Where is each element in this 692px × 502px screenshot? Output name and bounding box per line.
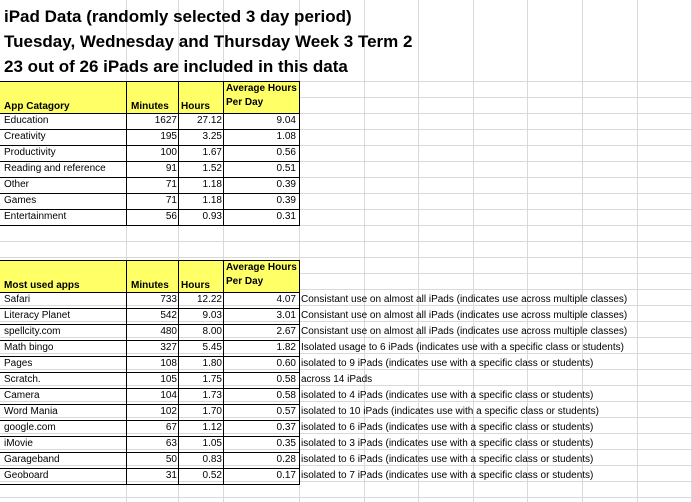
table-border-vertical [178, 81, 179, 225]
usage-note-cell: Consistant use on almost all iPads (indicates use across multiple classes) [301, 326, 628, 337]
average-hours-cell: 1.08 [276, 131, 296, 142]
hours-cell: 5.45 [202, 342, 222, 353]
usage-note-cell: Consistant use on almost all iPads (indicates use across multiple classes) [301, 310, 628, 321]
apps-table-header [0, 260, 299, 292]
table-border-horizontal [0, 452, 300, 453]
usage-note-cell: isolated to 6 iPads (indicates use with a specific class or students) [301, 422, 594, 433]
app-name-cell: google.com [4, 422, 56, 433]
minutes-cell: 195 [160, 131, 177, 142]
hours-cell: 9.03 [202, 310, 222, 321]
average-hours-cell: 0.39 [276, 179, 296, 190]
minutes-cell: 480 [160, 326, 177, 337]
hours-cell: 0.93 [202, 211, 222, 222]
table-row [0, 324, 692, 340]
heading-title: iPad Data (randomly selected 3 day period) [4, 7, 352, 26]
average-hours-cell: 0.35 [276, 438, 296, 449]
usage-note-cell: Isolated usage to 6 iPads (indicates use with a specific class or students) [301, 342, 624, 353]
usage-note-cell: isolated to 4 iPads (indicates use with a specific class or students) [301, 390, 594, 401]
minutes-cell: 1627 [154, 115, 177, 126]
table-border-horizontal [0, 225, 300, 226]
usage-note-cell: across 14 iPads [301, 374, 373, 385]
minutes-cell: 105 [160, 374, 177, 385]
average-hours-cell: 0.56 [276, 147, 296, 158]
minutes-cell: 50 [165, 454, 177, 465]
table-border-horizontal [0, 292, 300, 293]
hours-cell: 1.18 [202, 179, 222, 190]
usage-note-cell: isolated to 6 iPads (indicates use with a specific class or students) [301, 454, 594, 465]
table-border-horizontal [0, 436, 300, 437]
average-hours-cell: 0.58 [276, 390, 296, 401]
average-hours-cell: 0.57 [276, 406, 296, 417]
table-border-horizontal [0, 484, 300, 485]
minutes-cell: 104 [160, 390, 177, 401]
table-border-horizontal [0, 81, 300, 82]
table-row [0, 452, 692, 468]
minutes-cell: 71 [165, 179, 177, 190]
minutes-cell: 100 [160, 147, 177, 158]
app-name-cell: Literacy Planet [4, 310, 71, 321]
grid-row-line [0, 257, 692, 258]
app-name-cell: Camera [4, 390, 40, 401]
hours-cell: 27.12 [196, 115, 222, 126]
table-border-horizontal [0, 113, 300, 114]
minutes-cell: 31 [165, 470, 177, 481]
table-row [0, 356, 692, 372]
table-border-horizontal [0, 356, 300, 357]
minutes-cell: 542 [160, 310, 177, 321]
table-border-horizontal [0, 193, 300, 194]
app-name-cell: iMovie [4, 438, 33, 449]
table-border-horizontal [0, 129, 300, 130]
table-row [0, 404, 692, 420]
average-hours-cell: 1.82 [276, 342, 296, 353]
hours-cell: 1.12 [202, 422, 222, 433]
app-name-cell: spellcity.com [4, 326, 61, 337]
minutes-cell: 71 [165, 195, 177, 206]
hours-cell: 1.18 [202, 195, 222, 206]
app-name-cell: Geoboard [4, 470, 49, 481]
average-hours-cell: 0.28 [276, 454, 296, 465]
header-per-day: Per Day [226, 97, 264, 108]
header-most-used-apps: Most used apps [4, 280, 80, 291]
usage-note-cell: Consistant use on almost all iPads (indicates use across multiple classes) [301, 294, 628, 305]
hours-cell: 1.70 [202, 406, 222, 417]
table-row [0, 436, 692, 452]
table-row [0, 308, 692, 324]
average-hours-cell: 3.01 [276, 310, 296, 321]
app-name-cell: Pages [4, 358, 33, 369]
hours-cell: 1.67 [202, 147, 222, 158]
average-hours-cell: 0.58 [276, 374, 296, 385]
header-hours: Hours [181, 101, 210, 112]
minutes-cell: 108 [160, 358, 177, 369]
table-border-vertical [299, 81, 300, 225]
app-name-cell: Creativity [4, 131, 46, 142]
table-border-horizontal [0, 145, 300, 146]
app-name-cell: Reading and reference [4, 163, 106, 174]
table-border-horizontal [0, 209, 300, 210]
table-border-horizontal [0, 324, 300, 325]
hours-cell: 1.52 [202, 163, 222, 174]
average-hours-cell: 0.31 [276, 211, 296, 222]
table-border-horizontal [0, 161, 300, 162]
hours-cell: 1.05 [202, 438, 222, 449]
table-row [0, 468, 692, 484]
minutes-cell: 733 [160, 294, 177, 305]
app-name-cell: Garageband [4, 454, 60, 465]
usage-note-cell: isolated to 7 iPads (indicates use with a specific class or students) [301, 470, 594, 481]
app-name-cell: Safari [4, 294, 31, 305]
table-row [0, 292, 692, 308]
table-border-horizontal [0, 468, 300, 469]
heading-days: Tuesday, Wednesday and Thursday Week 3 Term 2 [4, 32, 413, 51]
header-app-category: App Catagory [4, 101, 70, 112]
header-minutes: Minutes [131, 280, 169, 291]
table-row [0, 113, 300, 129]
table-row [0, 340, 692, 356]
usage-note-cell: isolated to 9 iPads (indicates use with a specific class or students) [301, 358, 594, 369]
app-name-cell: Education [4, 115, 49, 126]
app-name-cell: Productivity [4, 147, 56, 158]
average-hours-cell: 0.37 [276, 422, 296, 433]
table-row [0, 388, 692, 404]
hours-cell: 0.52 [202, 470, 222, 481]
category-table-header [0, 81, 299, 113]
table-row [0, 129, 300, 145]
table-border-horizontal [0, 340, 300, 341]
usage-note-cell: isolated to 10 iPads (indicates use with a specific class or students) [301, 406, 599, 417]
table-border-horizontal [0, 420, 300, 421]
minutes-cell: 63 [165, 438, 177, 449]
usage-note-cell: isolated to 3 iPads (indicates use with a specific class or students) [301, 438, 594, 449]
table-row [0, 161, 300, 177]
heading-ipads-included: 23 out of 26 iPads are included in this data [4, 57, 348, 76]
hours-cell: 12.22 [196, 294, 222, 305]
header-per-day: Per Day [226, 276, 264, 287]
average-hours-cell: 0.39 [276, 195, 296, 206]
table-row [0, 209, 300, 225]
table-border-horizontal [0, 260, 300, 261]
average-hours-cell: 2.67 [276, 326, 296, 337]
average-hours-cell: 0.60 [276, 358, 296, 369]
table-row [0, 420, 692, 436]
hours-cell: 1.75 [202, 374, 222, 385]
app-name-cell: Entertainment [4, 211, 67, 222]
grid-row-line [0, 497, 692, 498]
table-border-horizontal [0, 404, 300, 405]
average-hours-cell: 0.17 [276, 470, 296, 481]
table-border-vertical [126, 81, 127, 225]
minutes-cell: 67 [165, 422, 177, 433]
table-border-horizontal [0, 388, 300, 389]
table-border-horizontal [0, 372, 300, 373]
table-border-vertical [223, 81, 224, 225]
table-border-horizontal [0, 308, 300, 309]
app-name-cell: Other [4, 179, 30, 190]
minutes-cell: 91 [165, 163, 177, 174]
table-row [0, 372, 692, 388]
table-row [0, 177, 300, 193]
header-minutes: Minutes [131, 101, 169, 112]
table-row [0, 145, 300, 161]
average-hours-cell: 4.07 [276, 294, 296, 305]
app-name-cell: Scratch. [4, 374, 41, 385]
hours-cell: 1.80 [202, 358, 222, 369]
minutes-cell: 327 [160, 342, 177, 353]
hours-cell: 1.73 [202, 390, 222, 401]
table-row [0, 193, 300, 209]
app-name-cell: Word Mania [4, 406, 58, 417]
minutes-cell: 102 [160, 406, 177, 417]
hours-cell: 0.83 [202, 454, 222, 465]
table-border-horizontal [0, 177, 300, 178]
minutes-cell: 56 [165, 211, 177, 222]
app-name-cell: Math bingo [4, 342, 54, 353]
hours-cell: 8.00 [202, 326, 222, 337]
hours-cell: 3.25 [202, 131, 222, 142]
app-name-cell: Games [4, 195, 37, 206]
average-hours-cell: 9.04 [276, 115, 296, 126]
header-average-hours: Average Hours [226, 262, 297, 273]
average-hours-cell: 0.51 [276, 163, 296, 174]
header-average-hours: Average Hours [226, 83, 297, 94]
header-hours: Hours [181, 280, 210, 291]
grid-row-line [0, 241, 692, 242]
